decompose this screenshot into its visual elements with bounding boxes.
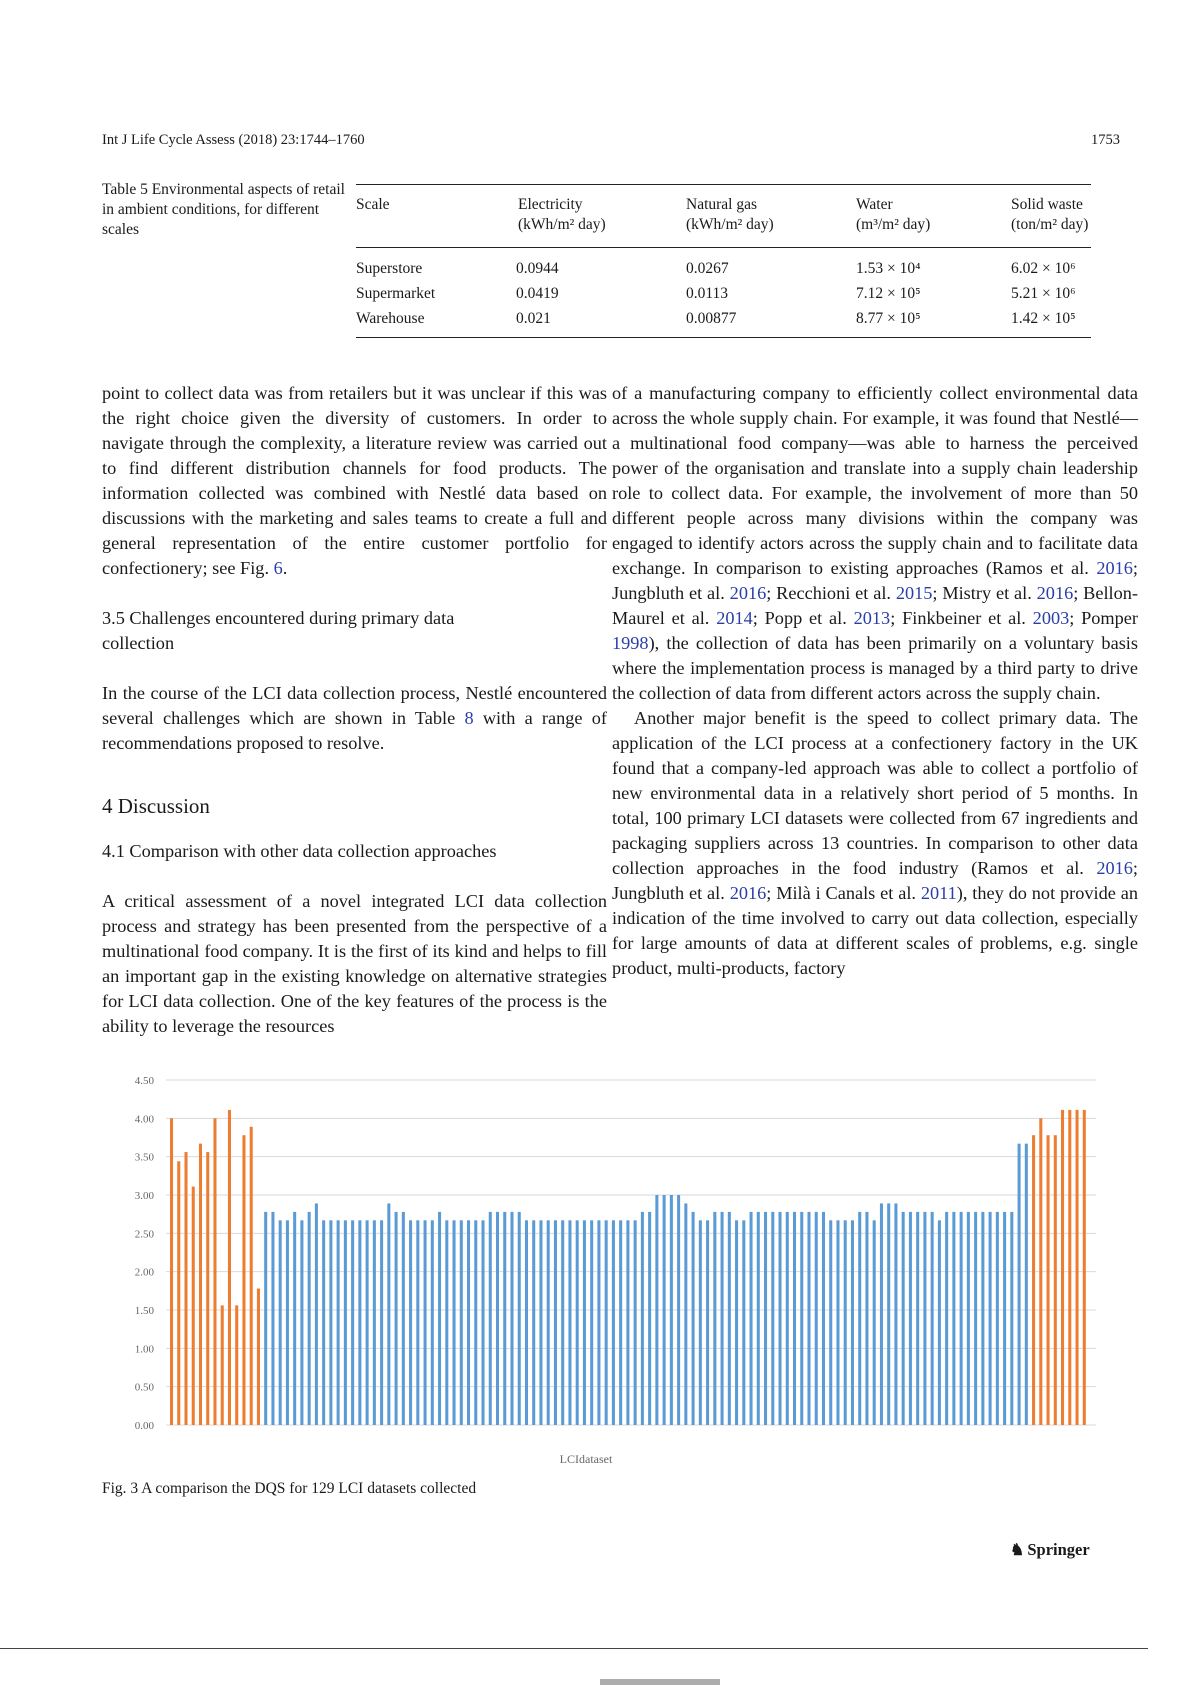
col-header: Water (m³/m² day) — [856, 196, 931, 233]
table-cell: 0.00877 — [686, 310, 737, 327]
paragraph: In the course of the LCI data collection process, Nestlé encountered several challenges which are shown in Table 8 with a range of recommendations proposed to resolve. — [102, 683, 607, 753]
y-tick-label: 4.50 — [134, 1075, 154, 1087]
col-header: Natural gas (kWh/m² day) — [686, 196, 774, 233]
figure-link[interactable]: 6 — [273, 558, 283, 578]
citation-link[interactable]: 2003 — [1032, 608, 1070, 628]
bar — [177, 1161, 180, 1425]
bar — [235, 1305, 238, 1425]
bar — [931, 1212, 934, 1425]
section-heading-4-1: 4.1 Comparison with other data collection approaches — [102, 841, 497, 861]
bar — [395, 1212, 398, 1425]
bar — [554, 1220, 557, 1425]
table-header-row — [356, 185, 1091, 248]
bar — [1003, 1212, 1006, 1425]
y-tick-label: 0.00 — [134, 1420, 154, 1432]
bar — [793, 1212, 796, 1425]
bar — [764, 1212, 767, 1425]
bar — [757, 1212, 760, 1425]
bar — [706, 1220, 709, 1425]
table-row — [356, 281, 1091, 306]
bar — [496, 1212, 499, 1425]
bar — [779, 1212, 782, 1425]
bar — [996, 1212, 999, 1425]
bar — [858, 1212, 861, 1425]
table-cell: 5.21 × 10⁶ — [1011, 285, 1076, 302]
bar — [1032, 1135, 1035, 1425]
page-number: 1753 — [1091, 132, 1120, 148]
bar — [344, 1220, 347, 1425]
bar — [576, 1220, 579, 1425]
bar — [692, 1212, 695, 1425]
footer-rule — [0, 1648, 1148, 1649]
bar — [735, 1220, 738, 1425]
bar — [242, 1135, 245, 1425]
bar — [192, 1187, 195, 1425]
bar — [438, 1212, 441, 1425]
table-cell: 0.0419 — [516, 285, 559, 302]
bar — [728, 1212, 731, 1425]
table-cell: Warehouse — [356, 310, 425, 327]
citation-link[interactable]: 2016 — [1096, 858, 1133, 878]
bar — [1061, 1110, 1064, 1425]
bar — [909, 1212, 912, 1425]
chart-canvas — [102, 1070, 1102, 1470]
table-5 — [356, 184, 1091, 338]
paragraph: point to collect data was from retailers but it was unclear if this was the right choice given the diversity of customers. In order to navigate through the complexity, a literature review was carried out to find different distribution channels for food products. The information collected was combined with Nestlé data based on discussions with the marketing and sales teams to create a full and general representation of the entire customer portfolio for confectionery; see Fig. 6. — [102, 383, 607, 578]
bar — [865, 1212, 868, 1425]
bar — [648, 1212, 651, 1425]
bar — [1068, 1110, 1071, 1425]
citation-link[interactable]: 1998 — [612, 633, 649, 653]
table-row — [356, 306, 1091, 338]
section-heading-4: 4 Discussion — [102, 794, 210, 818]
bar — [800, 1212, 803, 1425]
bar — [460, 1220, 463, 1425]
bar — [279, 1220, 282, 1425]
bar — [952, 1212, 955, 1425]
citation-link[interactable]: 2014 — [716, 608, 753, 628]
bar — [699, 1220, 702, 1425]
bar — [721, 1212, 724, 1425]
bar — [1076, 1110, 1079, 1425]
y-tick-label: 1.50 — [134, 1305, 154, 1317]
bar — [771, 1212, 774, 1425]
bar — [1018, 1144, 1021, 1425]
y-tick-label: 1.00 — [134, 1343, 154, 1356]
bar — [199, 1144, 202, 1425]
bar — [1010, 1212, 1013, 1425]
table-cell: 8.77 × 10⁵ — [856, 310, 921, 327]
bar — [308, 1212, 311, 1425]
bar — [655, 1195, 658, 1425]
bar — [923, 1212, 926, 1425]
bar — [713, 1212, 716, 1425]
bar — [902, 1212, 905, 1425]
bar — [264, 1212, 267, 1425]
right-column — [612, 381, 1138, 981]
bar — [250, 1127, 253, 1425]
bar — [612, 1220, 615, 1425]
bar — [619, 1220, 622, 1425]
bar — [510, 1212, 513, 1425]
bar — [945, 1212, 948, 1425]
bar — [677, 1195, 680, 1425]
table-cell: Superstore — [356, 260, 423, 277]
citation-link[interactable]: 2016 — [729, 883, 767, 903]
bar — [894, 1203, 897, 1425]
table-cell: 6.02 × 10⁶ — [1011, 260, 1076, 277]
col-header: Electricity (kWh/m² day) — [518, 196, 606, 233]
bar — [547, 1220, 550, 1425]
bar — [373, 1220, 376, 1425]
bar — [583, 1220, 586, 1425]
bar — [467, 1220, 470, 1425]
y-tick-labels — [135, 1075, 155, 1432]
dqs-bar-chart — [102, 1070, 1102, 1470]
citation-link[interactable]: 2016 — [1096, 558, 1133, 578]
bar — [366, 1220, 369, 1425]
bar — [1025, 1144, 1028, 1425]
bar — [474, 1220, 477, 1425]
table-cell: 7.12 × 10⁵ — [856, 285, 921, 302]
bar — [228, 1110, 231, 1425]
bar — [938, 1220, 941, 1425]
bar — [445, 1220, 448, 1425]
citation-link[interactable]: 2011 — [920, 883, 957, 903]
bar — [532, 1220, 535, 1425]
bar — [525, 1220, 528, 1425]
bar — [293, 1212, 296, 1425]
journal-citation: Int J Life Cycle Assess (2018) 23:1744–1760 — [102, 132, 365, 148]
citation-link[interactable]: 2016 — [729, 583, 767, 603]
bar — [967, 1212, 970, 1425]
bar — [974, 1212, 977, 1425]
col-header: Solid waste (ton/m² day) — [1011, 196, 1089, 233]
bar — [916, 1212, 919, 1425]
bar — [742, 1220, 745, 1425]
bar — [634, 1220, 637, 1425]
bar — [626, 1220, 629, 1425]
table-row — [356, 248, 1091, 282]
bar — [1083, 1110, 1086, 1425]
bar — [605, 1220, 608, 1425]
bar — [807, 1212, 810, 1425]
x-axis-label: LCIdataset — [559, 1452, 613, 1466]
bar — [271, 1212, 274, 1425]
citation-link[interactable]: 2015 — [895, 583, 933, 603]
bar — [880, 1203, 883, 1425]
table-cell: 0.021 — [516, 310, 551, 327]
section-heading-3-5: 3.5 Challenges encountered during primary data collection — [102, 608, 455, 653]
bar — [424, 1220, 427, 1425]
bar — [836, 1220, 839, 1425]
bar — [960, 1212, 963, 1425]
springer-horse-icon: ♞ — [1010, 1542, 1025, 1559]
table-cell: 1.53 × 10⁴ — [856, 260, 921, 277]
bar — [337, 1220, 340, 1425]
table-caption: Table 5 Environmental aspects of retail in ambient conditions, for different scales — [102, 181, 345, 238]
bar — [402, 1212, 405, 1425]
y-tick-label: 2.00 — [134, 1266, 154, 1279]
bar — [380, 1220, 383, 1425]
bar — [1047, 1135, 1050, 1425]
bar — [641, 1212, 644, 1425]
table-cell: 0.0944 — [516, 260, 559, 277]
bar — [887, 1203, 890, 1425]
table-link[interactable]: 8 — [464, 708, 474, 728]
bar — [822, 1212, 825, 1425]
bar — [329, 1220, 332, 1425]
bar — [561, 1220, 564, 1425]
left-column — [102, 381, 607, 1039]
table-cell: 0.0113 — [686, 285, 729, 302]
publisher-name: Springer — [1027, 1540, 1090, 1559]
bar — [416, 1220, 419, 1425]
bar — [358, 1220, 361, 1425]
table-cell: Supermarket — [356, 285, 436, 302]
bar — [670, 1195, 673, 1425]
bar — [431, 1220, 434, 1425]
y-tick-label: 2.50 — [134, 1228, 154, 1241]
bar — [489, 1212, 492, 1425]
bar — [387, 1203, 390, 1425]
bar — [213, 1118, 216, 1425]
bar — [518, 1212, 521, 1425]
bar — [568, 1220, 571, 1425]
y-tick-label: 3.00 — [134, 1190, 154, 1202]
bar — [750, 1212, 753, 1425]
bar — [170, 1118, 173, 1425]
bar — [597, 1220, 600, 1425]
bar — [503, 1212, 506, 1425]
bar — [257, 1289, 260, 1425]
figure-caption: Fig. 3 A comparison the DQS for 129 LCI datasets collected — [102, 1480, 477, 1497]
bar — [539, 1220, 542, 1425]
bar — [873, 1220, 876, 1425]
bar — [322, 1220, 325, 1425]
y-tick-label: 0.50 — [134, 1381, 154, 1394]
bar — [315, 1203, 318, 1425]
y-tick-label: 4.00 — [134, 1113, 154, 1126]
bar — [844, 1220, 847, 1425]
bar — [1039, 1118, 1042, 1425]
publisher-logo — [1010, 1540, 1090, 1560]
table-cell: 1.42 × 10⁵ — [1011, 310, 1076, 327]
bar — [1054, 1135, 1057, 1425]
citation-link[interactable]: 2013 — [853, 608, 891, 628]
bar — [286, 1220, 289, 1425]
bar — [184, 1152, 187, 1425]
bar — [351, 1220, 354, 1425]
table-cell: 0.0267 — [686, 260, 729, 277]
y-tick-label: 3.50 — [134, 1151, 154, 1164]
bar — [684, 1203, 687, 1425]
bar — [482, 1220, 485, 1425]
paragraph: of a manufacturing company to efficiently collect environmental data across the whole supply chain. For example, it was found that Nestlé—a multinational food company—was able to harness the perceived power of the organisation and translate into a supply chain leadership role to collect data. For example, the involvement of more than 50 different people across many divisions within the company was engaged to identify actors across the supply chain and to facilitate data exchange. In comparison to existing approaches (Ramos et al. 2016; Jungbluth et al. 2016; Recchioni et al. 2015; Mistry et al. 2016; Bellon-Maurel et al. 2014; Popp et al. 2013; Finkbeiner et al. 2003; Pomper 1998), the collection of data has been primarily on a voluntary basis where the implementation process is managed by a third party to drive the collection of data from different actors across the supply chain. — [612, 383, 1138, 703]
paragraph: A critical assessment of a novel integrated LCI data collection process and strategy has been presented from the perspective of a multinational food company. It is the first of its kind and helps to fill an important gap in the existing knowledge on alternative strategies for LCI data collection. One of the key features of the process is the ability to leverage the resources — [102, 891, 607, 1036]
bar — [206, 1152, 209, 1425]
paragraph: Another major benefit is the speed to collect primary data. The application of the LCI process at a confectionery factory in the UK found that a company-led approach was able to collect a portfolio of new environmental data in a relatively short period of 5 months. In total, 100 primary LCI datasets were collected from 67 ingredients and packaging suppliers across 13 countries. In comparison to other data collection approaches in the food industry (Ramos et al. 2016; Jungbluth et al. 2016; Milà i Canals et al. 2011), they do not provide an indication of the time involved to carry out data collection, especially for large amounts of data at different scales of problems, e.g. single product, multi-products, factory — [612, 708, 1138, 978]
bar — [981, 1212, 984, 1425]
bar — [786, 1212, 789, 1425]
bottom-fragment — [600, 1679, 720, 1685]
bar — [409, 1220, 412, 1425]
bar — [989, 1212, 992, 1425]
col-header: Scale — [356, 196, 390, 213]
bar — [590, 1220, 593, 1425]
bar — [829, 1220, 832, 1425]
bar — [663, 1195, 666, 1425]
bar — [453, 1220, 456, 1425]
bar — [300, 1220, 303, 1425]
bar — [851, 1220, 854, 1425]
gridlines — [166, 1080, 1096, 1425]
citation-link[interactable]: 2016 — [1036, 583, 1074, 603]
bar — [815, 1212, 818, 1425]
bar — [221, 1305, 224, 1425]
